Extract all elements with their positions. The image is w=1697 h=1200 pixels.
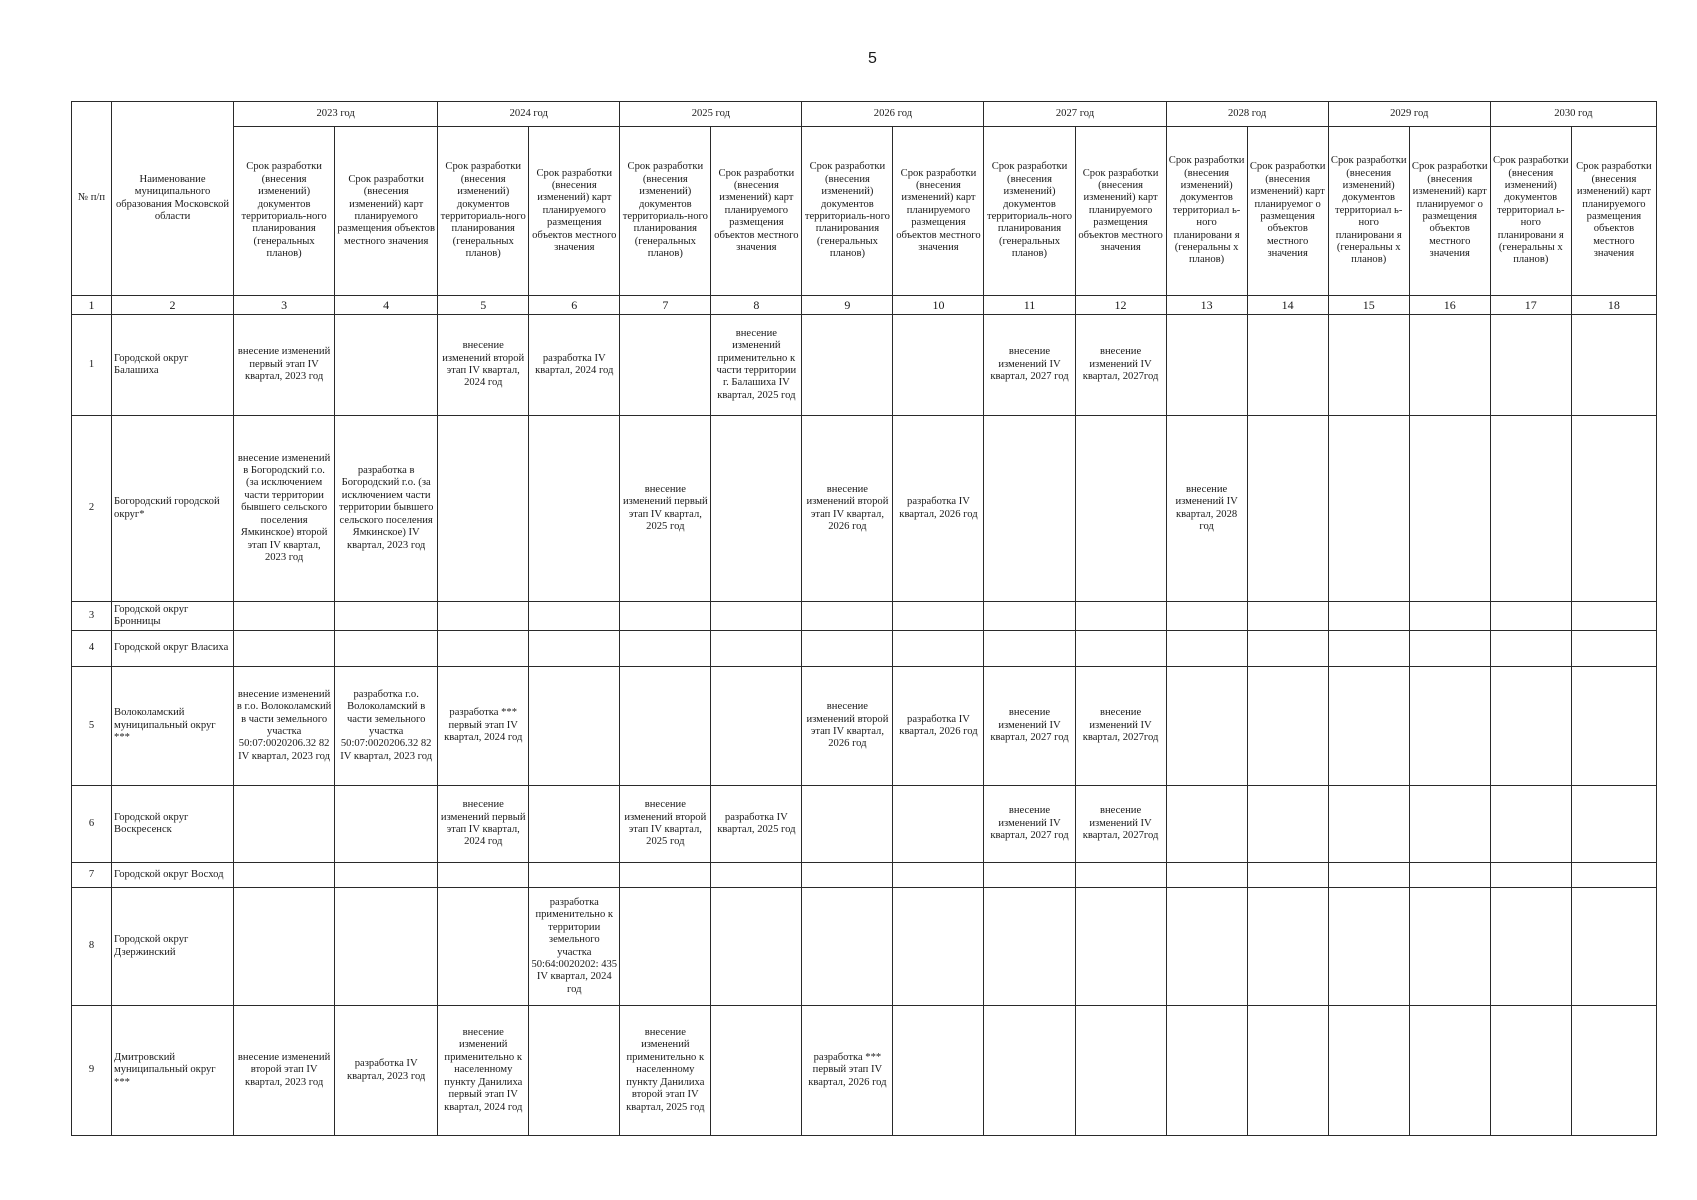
column-number: 7 [620,296,711,315]
doc-term-cell [1490,888,1571,1006]
doc-term-cell [1328,315,1409,416]
plan-table [71,101,1657,1136]
map-term-cell [529,863,620,888]
doc-term-cell [1490,1006,1571,1136]
municipality-name: Городской округ Воскресенск [112,786,234,863]
year-header: 2023 год [234,102,438,127]
doc-term-cell: внесение изменений второй этап IV квартал, 2026 год [802,667,893,786]
doc-term-cell: внесение изменений IV квартал, 2027 год [984,667,1075,786]
map-term-header: Срок разработки (внесения изменений) карт планируемого размещения объектов местного значения [529,127,620,296]
table-row [72,315,1657,416]
year-header: 2026 год [802,102,984,127]
map-term-cell [335,888,438,1006]
map-term-cell [1409,1006,1490,1136]
doc-term-cell [802,631,893,667]
map-term-cell [335,631,438,667]
map-term-cell [1571,315,1656,416]
doc-term-cell [620,888,711,1006]
map-term-cell [1247,315,1328,416]
map-term-cell [893,888,984,1006]
doc-term-cell [1490,602,1571,631]
map-term-cell: разработка в Богородский г.о. (за исключением части территории бывшего сельского поселения Ямкинское) IV квартал, 2023 год [335,416,438,602]
row-number: 1 [72,315,112,416]
doc-term-cell [438,602,529,631]
map-term-cell [1409,786,1490,863]
map-term-cell [1075,631,1166,667]
map-term-cell [529,786,620,863]
doc-term-cell [1166,786,1247,863]
doc-term-cell: внесение изменений второй этап IV квартал, 2023 год [234,1006,335,1136]
column-number: 2 [112,296,234,315]
column-number: 5 [438,296,529,315]
doc-term-cell: внесение изменений IV квартал, 2027 год [984,786,1075,863]
map-term-cell [1247,786,1328,863]
map-term-header: Срок разработки (внесения изменений) карт планируемого размещения объектов местного значения [893,127,984,296]
map-term-header: Срок разработки (внесения изменений) карт планируемог о размещения объектов местного значения [1409,127,1490,296]
map-term-header: Срок разработки (внесения изменений) карт планируемого размещения объектов местного значения [1571,127,1656,296]
map-term-cell [893,631,984,667]
map-term-cell [1409,416,1490,602]
column-number: 10 [893,296,984,315]
doc-term-cell: внесение изменений первый этап IV квартал, 2023 год [234,315,335,416]
map-term-cell [893,786,984,863]
map-term-cell [335,602,438,631]
map-term-header: Срок разработки (внесения изменений) карт планируемого размещения объектов местного значения [711,127,802,296]
col-no-header: № п/п [72,102,112,296]
column-number: 11 [984,296,1075,315]
subheader-row [72,127,1657,296]
doc-term-cell [1490,667,1571,786]
doc-term-header: Срок разработки (внесения изменений) документов территориаль-ного планирования (генеральных планов) [234,127,335,296]
doc-term-cell [1490,786,1571,863]
map-term-cell [711,888,802,1006]
doc-term-cell [1166,1006,1247,1136]
map-term-cell [1409,602,1490,631]
doc-term-cell [438,888,529,1006]
year-header: 2030 год [1490,102,1656,127]
table-row [72,416,1657,602]
year-header: 2025 год [620,102,802,127]
map-term-cell [529,631,620,667]
doc-term-header: Срок разработки (внесения изменений) документов территориаль-ного планирования (генеральных планов) [620,127,711,296]
row-number: 6 [72,786,112,863]
map-term-cell [1247,1006,1328,1136]
doc-term-cell: внесение изменений второй этап IV квартал, 2024 год [438,315,529,416]
doc-term-cell [802,786,893,863]
doc-term-cell [1166,888,1247,1006]
map-term-cell [711,1006,802,1136]
doc-term-header: Срок разработки (внесения изменений) документов территориаль-ного планирования (генеральных планов) [438,127,529,296]
map-term-cell [1409,631,1490,667]
doc-term-cell [1328,416,1409,602]
map-term-cell [1075,863,1166,888]
doc-term-cell [802,863,893,888]
doc-term-cell [234,863,335,888]
doc-term-cell [984,863,1075,888]
map-term-cell: разработка IV квартал, 2025 год [711,786,802,863]
map-term-cell [711,631,802,667]
map-term-cell [893,1006,984,1136]
map-term-cell [893,602,984,631]
doc-term-cell [1328,1006,1409,1136]
column-number-row [72,296,1657,315]
row-number: 2 [72,416,112,602]
doc-term-cell [984,1006,1075,1136]
doc-term-cell [984,416,1075,602]
column-number: 6 [529,296,620,315]
municipality-name: Городской округ Восход [112,863,234,888]
table-row [72,1006,1657,1136]
map-term-cell [711,416,802,602]
map-term-cell [335,315,438,416]
doc-term-cell: внесение изменений IV квартал, 2027 год [984,315,1075,416]
doc-term-cell: внесение изменений первый этап IV квартал, 2024 год [438,786,529,863]
doc-term-cell [1328,863,1409,888]
map-term-header: Срок разработки (внесения изменений) карт планируемого размещения объектов местного значения [335,127,438,296]
year-header-row [72,102,1657,127]
map-term-cell [1409,667,1490,786]
map-term-cell [335,863,438,888]
municipality-name: Богородский городской округ* [112,416,234,602]
map-term-cell [1247,888,1328,1006]
doc-term-cell [1328,888,1409,1006]
map-term-cell: внесение изменений IV квартал, 2027год [1075,667,1166,786]
doc-term-cell: разработка *** первый этап IV квартал, 2024 год [438,667,529,786]
doc-term-cell [438,416,529,602]
map-term-cell [1075,888,1166,1006]
table-body [72,315,1657,1136]
doc-term-cell [234,631,335,667]
map-term-cell [1075,416,1166,602]
doc-term-cell [1328,786,1409,863]
map-term-cell [1247,631,1328,667]
column-number: 13 [1166,296,1247,315]
map-term-cell: внесение изменений применительно к части территории г. Балашиха IV квартал, 2025 год [711,315,802,416]
row-number: 5 [72,667,112,786]
table-row [72,786,1657,863]
column-number: 3 [234,296,335,315]
row-number: 3 [72,602,112,631]
doc-term-header: Срок разработки (внесения изменений) документов территориал ь-ного планировани я (генеральны х планов) [1490,127,1571,296]
map-term-cell [1075,1006,1166,1136]
map-term-cell: разработка IV квартал, 2026 год [893,416,984,602]
doc-term-cell [234,888,335,1006]
doc-term-header: Срок разработки (внесения изменений) документов территориал ь-ного планировани я (генеральны х планов) [1166,127,1247,296]
doc-term-cell [1490,416,1571,602]
map-term-cell [1571,667,1656,786]
doc-term-cell: внесение изменений IV квартал, 2028 год [1166,416,1247,602]
doc-term-cell: разработка *** первый этап IV квартал, 2026 год [802,1006,893,1136]
table-row [72,888,1657,1006]
row-number: 8 [72,888,112,1006]
map-term-cell [529,602,620,631]
map-term-cell: разработка применительно к территории земельного участка 50:64:0020202: 435 IV квартал, 2024 год [529,888,620,1006]
doc-term-cell [1166,667,1247,786]
doc-term-header: Срок разработки (внесения изменений) документов территориал ь-ного планировани я (генеральны х планов) [1328,127,1409,296]
doc-term-cell: внесение изменений второй этап IV квартал, 2025 год [620,786,711,863]
map-term-cell [1571,602,1656,631]
map-term-cell [1247,602,1328,631]
year-header: 2028 год [1166,102,1328,127]
map-term-cell: разработка IV квартал, 2026 год [893,667,984,786]
column-number: 16 [1409,296,1490,315]
municipality-name: Городской округ Дзержинский [112,888,234,1006]
column-number: 4 [335,296,438,315]
map-term-header: Срок разработки (внесения изменений) карт планируемог о размещения объектов местного значения [1247,127,1328,296]
doc-term-cell: внесение изменений применительно к населенному пункту Данилиха второй этап IV квартал, 2025 год [620,1006,711,1136]
municipality-name: Городской округ Бронницы [112,602,234,631]
map-term-cell [1571,631,1656,667]
column-number: 15 [1328,296,1409,315]
doc-term-cell [620,863,711,888]
doc-term-cell: внесение изменений второй этап IV квартал, 2026 год [802,416,893,602]
map-term-cell: внесение изменений IV квартал, 2027год [1075,786,1166,863]
map-term-cell [1409,863,1490,888]
map-term-cell [1571,1006,1656,1136]
map-term-cell [1247,863,1328,888]
doc-term-cell [620,667,711,786]
doc-term-cell [1328,667,1409,786]
doc-term-cell: внесение изменений первый этап IV квартал, 2025 год [620,416,711,602]
column-number: 9 [802,296,893,315]
doc-term-cell [620,631,711,667]
doc-term-cell [438,631,529,667]
column-number: 1 [72,296,112,315]
column-number: 18 [1571,296,1656,315]
map-term-cell [1247,667,1328,786]
map-term-cell: внесение изменений IV квартал, 2027год [1075,315,1166,416]
table-row [72,602,1657,631]
doc-term-cell [438,863,529,888]
map-term-cell [1409,315,1490,416]
year-header: 2027 год [984,102,1166,127]
table-row [72,667,1657,786]
column-number: 14 [1247,296,1328,315]
doc-term-cell [802,888,893,1006]
doc-term-cell: внесение изменений в г.о. Волоколамский в части земельного участка 50:07:0020206.32 82 IV квартал, 2023 год [234,667,335,786]
column-number: 17 [1490,296,1571,315]
row-number: 4 [72,631,112,667]
map-term-cell: разработка г.о. Волоколамский в части земельного участка 50:07:0020206.32 82 IV квартал, 2023 год [335,667,438,786]
doc-term-cell [802,315,893,416]
municipality-name: Волоколамский муниципальный округ *** [112,667,234,786]
doc-term-cell [1166,631,1247,667]
doc-term-cell [620,315,711,416]
doc-term-cell: внесение изменений в Богородский г.о. (за исключением части территории бывшего сельского поселения Ямкинское) второй этап IV квартал, 2023 год [234,416,335,602]
row-number: 9 [72,1006,112,1136]
doc-term-cell [1166,863,1247,888]
column-number: 8 [711,296,802,315]
map-term-header: Срок разработки (внесения изменений) карт планируемого размещения объектов местного значения [1075,127,1166,296]
col-name-header: Наименование муниципального образования Московской области [112,102,234,296]
doc-term-cell [1490,315,1571,416]
doc-term-cell [234,602,335,631]
municipality-name: Дмитровский муниципальный округ *** [112,1006,234,1136]
map-term-cell [711,863,802,888]
row-number: 7 [72,863,112,888]
map-term-cell [711,602,802,631]
doc-term-cell [620,602,711,631]
doc-term-cell [1490,631,1571,667]
doc-term-header: Срок разработки (внесения изменений) документов территориаль-ного планирования (генеральных планов) [984,127,1075,296]
municipality-name: Городской округ Власиха [112,631,234,667]
doc-term-cell [1166,602,1247,631]
doc-term-cell [1166,315,1247,416]
doc-term-cell [984,602,1075,631]
map-term-cell [1571,786,1656,863]
map-term-cell [711,667,802,786]
map-term-cell [529,667,620,786]
doc-term-cell: внесение изменений применительно к населенному пункту Данилиха первый этап IV квартал, 2024 год [438,1006,529,1136]
page-number: 5 [868,50,877,67]
map-term-cell [1571,888,1656,1006]
table-row [72,631,1657,667]
doc-term-cell [1328,631,1409,667]
year-header: 2029 год [1328,102,1490,127]
map-term-cell [893,863,984,888]
municipality-name: Городской округ Балашиха [112,315,234,416]
year-header: 2024 год [438,102,620,127]
map-term-cell [529,416,620,602]
doc-term-cell [802,602,893,631]
table-row [72,863,1657,888]
doc-term-cell [984,631,1075,667]
column-number: 12 [1075,296,1166,315]
map-term-cell [1571,416,1656,602]
map-term-cell [1409,888,1490,1006]
map-term-cell [335,786,438,863]
map-term-cell [529,1006,620,1136]
doc-term-header: Срок разработки (внесения изменений) документов территориаль-ного планирования (генеральных планов) [802,127,893,296]
map-term-cell: разработка IV квартал, 2024 год [529,315,620,416]
doc-term-cell [1328,602,1409,631]
doc-term-cell [1490,863,1571,888]
map-term-cell: разработка IV квартал, 2023 год [335,1006,438,1136]
map-term-cell [1571,863,1656,888]
map-term-cell [1247,416,1328,602]
map-term-cell [893,315,984,416]
map-term-cell [1075,602,1166,631]
doc-term-cell [984,888,1075,1006]
doc-term-cell [234,786,335,863]
